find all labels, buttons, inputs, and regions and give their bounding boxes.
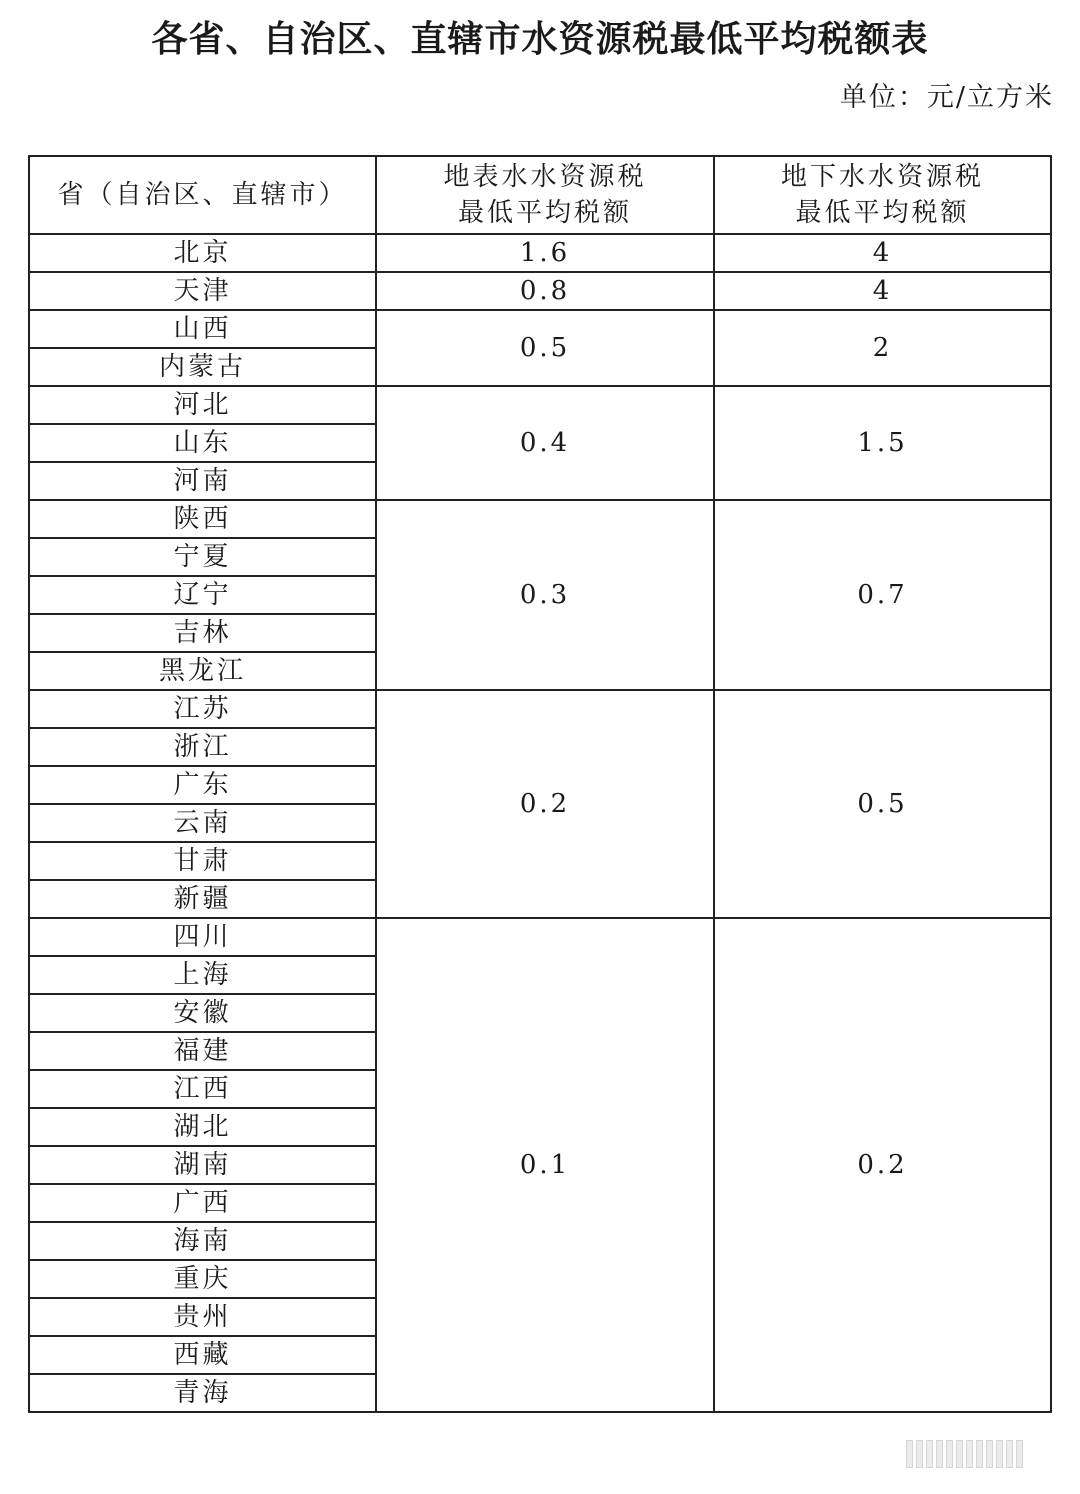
- header-province: [29, 156, 376, 234]
- header-ground-line1: 地下水水资源税: [780, 162, 984, 192]
- province-cell: 甘肃: [29, 842, 376, 880]
- province-cell: 新疆: [29, 880, 376, 918]
- header-surface-line2: 最低平均税额: [457, 198, 632, 228]
- table-row: [29, 310, 1051, 348]
- surface-water-rate-cell: 0.4: [376, 386, 714, 500]
- surface-water-rate-cell: 0.5: [376, 310, 714, 386]
- ground-water-rate-cell: 4: [714, 234, 1051, 272]
- tax-rate-table: [28, 155, 1052, 1413]
- surface-water-rate-cell: 1.6: [376, 234, 714, 272]
- watermark-bars-icon: [906, 1440, 1023, 1468]
- province-cell: 湖北: [29, 1108, 376, 1146]
- watermark: [906, 1436, 1056, 1472]
- province-cell: 四川: [29, 918, 376, 956]
- province-cell: 河南: [29, 462, 376, 500]
- ground-water-rate-cell: 0.7: [714, 500, 1051, 690]
- province-cell: 宁夏: [29, 538, 376, 576]
- province-cell: 山西: [29, 310, 376, 348]
- province-cell: 河北: [29, 386, 376, 424]
- province-cell: 福建: [29, 1032, 376, 1070]
- province-cell: 山东: [29, 424, 376, 462]
- province-cell: 贵州: [29, 1298, 376, 1336]
- unit-label: 单位：元/立方米: [839, 82, 1054, 113]
- province-cell: 西藏: [29, 1336, 376, 1374]
- ground-water-rate-cell: 0.2: [714, 918, 1051, 1412]
- province-cell: 广东: [29, 766, 376, 804]
- ground-water-rate-cell: 2: [714, 310, 1051, 386]
- ground-water-rate-cell: 1.5: [714, 386, 1051, 500]
- province-cell: 天津: [29, 272, 376, 310]
- province-cell: 广西: [29, 1184, 376, 1222]
- province-cell: 青海: [29, 1374, 376, 1412]
- province-cell: 内蒙古: [29, 348, 376, 386]
- header-ground-line2: 最低平均税额: [795, 198, 970, 228]
- table-row: [29, 500, 1051, 538]
- province-cell: 云南: [29, 804, 376, 842]
- header-surface-water: [376, 156, 714, 234]
- surface-water-rate-cell: 0.8: [376, 272, 714, 310]
- surface-water-rate-cell: 0.2: [376, 690, 714, 918]
- table-body: [29, 234, 1051, 1412]
- ground-water-rate-cell: 0.5: [714, 690, 1051, 918]
- table-row: [29, 918, 1051, 956]
- province-cell: 辽宁: [29, 576, 376, 614]
- province-cell: 安徽: [29, 994, 376, 1032]
- table-row: [29, 386, 1051, 424]
- table-row: [29, 690, 1051, 728]
- header-ground-water: [714, 156, 1051, 234]
- province-cell: 江西: [29, 1070, 376, 1108]
- table-row: [29, 234, 1051, 272]
- province-cell: 北京: [29, 234, 376, 272]
- page-title: 各省、自治区、直辖市水资源税最低平均税额表: [151, 19, 929, 60]
- header-surface-line1: 地表水水资源税: [443, 162, 647, 192]
- province-cell: 湖南: [29, 1146, 376, 1184]
- province-cell: 重庆: [29, 1260, 376, 1298]
- table-row: [29, 272, 1051, 310]
- surface-water-rate-cell: 0.3: [376, 500, 714, 690]
- header-province-label: 省（自治区、直辖市）: [57, 180, 348, 210]
- surface-water-rate-cell: 0.1: [376, 918, 714, 1412]
- province-cell: 黑龙江: [29, 652, 376, 690]
- province-cell: 浙江: [29, 728, 376, 766]
- province-cell: 上海: [29, 956, 376, 994]
- ground-water-rate-cell: 4: [714, 272, 1051, 310]
- province-cell: 吉林: [29, 614, 376, 652]
- table-header-row: [29, 156, 1051, 234]
- province-cell: 陕西: [29, 500, 376, 538]
- province-cell: 江苏: [29, 690, 376, 728]
- province-cell: 海南: [29, 1222, 376, 1260]
